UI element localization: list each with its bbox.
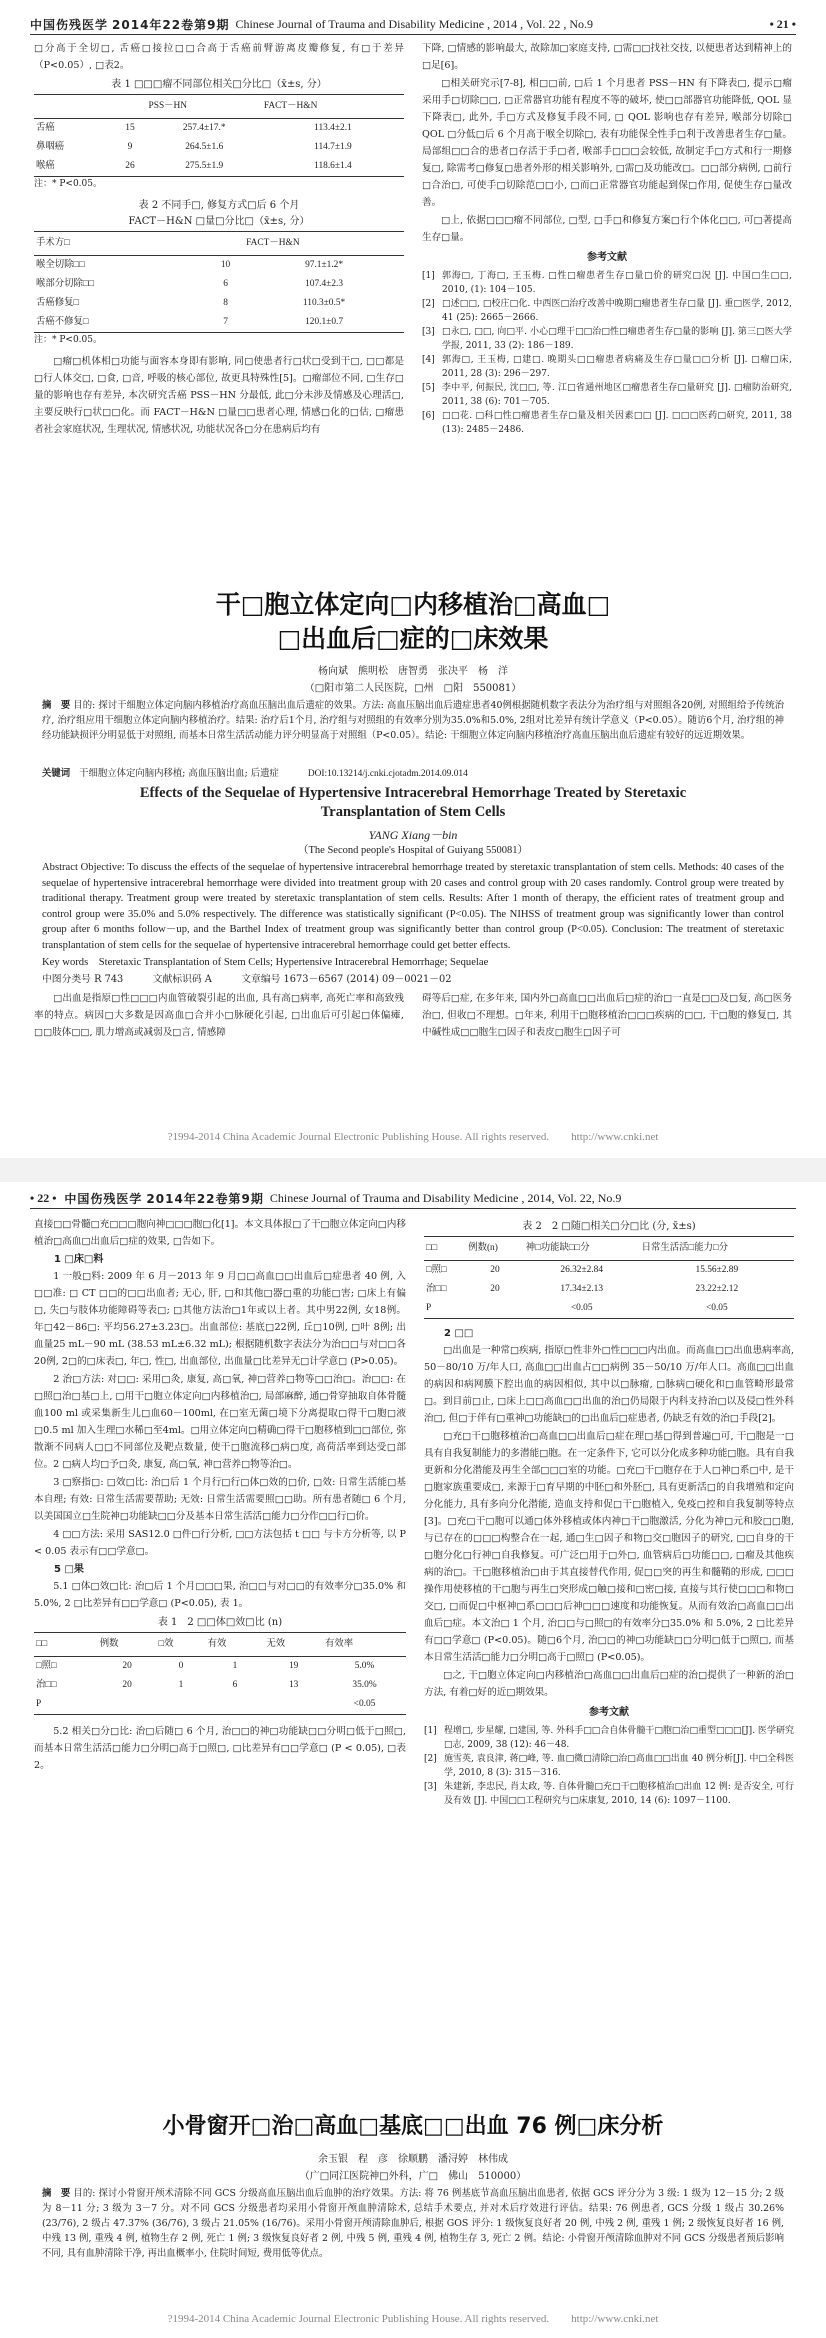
table-cell: 110.3±0.5* [302,298,346,308]
table-2-title: 表 2 不同手□, 修复方式□后 6 个月 [138,200,300,211]
paragraph: □上, 依据□□□瘤不同部位, □型, □手□和修复方案□行个体化□□, 可□著提高生存□量。 [422,215,792,243]
table-header: 有效率 [323,1633,406,1657]
table-cell: 20 [122,1680,132,1690]
table-cell [206,1695,265,1715]
table-header: 无效 [264,1633,323,1657]
paragraph: 1 一般□料: 2009 年 6 月－2013 年 9 月□□高血□□出血后□症患者 40 例, 入□□准: □ CT □□的□□出血者; 无心, 肝, □和其他□器□重的功能□害; □床上有偏□, 失□与肢体功能障碍等表□; □其他方法治□1年或以上者。其中男22例, 女18例。年□42－86□: 平均56.27±3.23□。出血部位: 基底□22例, 丘□10例, □叶 8例; 出血量25 mL－90 mL (38.53 mL±6.32 mL); 根据随机数字表法分为治□□与对□□各20例, 2□的□床表□, 年□, 性□, 出血部位, 出血量□比差异无□计学意□ (P>0.05)。 [34,1271,406,1367]
paragraph: □分高于全切□, 舌癌□接拉□□合高于舌癌前臂游离皮瓣修复, 有□于差异（P<0.05）, □表2。 [34,43,404,71]
table-cell [156,1695,205,1715]
paragraph: 4 □□方法: 采用 SAS12.0 □件□行分析, □□方法包括 t □□ 与卡方分析等, 以 P < 0.05 表示有□□学意□。 [34,1529,406,1557]
table-row [424,1280,794,1299]
table-1-note: 注：* P<0.05。 [34,179,102,189]
table-header: 神□功能缺□□分 [524,1237,640,1261]
reference-list [424,1724,794,1808]
table-cell: 9 [127,142,133,152]
paragraph: 碍等后□症, 在多年来, 国内外□高血□□出血后□症的治□一直是□□及□复, 高□医务治□, 但收□不理想。□年来, 利用干□胞移植治□□□疾病的□□, 干□胞的修复□, 其中碱性成□□胞生□因子和表皮□胞生□因子可 [422,993,792,1038]
table-cell: 107.4±2.3 [305,279,344,289]
left-column [34,1216,406,1775]
article-title [40,588,786,656]
table-row [34,119,404,139]
keywords-label: 关键词 [42,768,71,779]
paragraph: 直接□□骨髓□充□□□胞向神□□□胞□化[1]。本文具体报□了干□胞立体定向□内移植治□高血□出血后□症的效果, □告如下。 [34,1219,406,1247]
table-1 [34,94,404,177]
table-header: PSS－HN [147,95,262,119]
table-cell: 23.22±2.12 [695,1284,739,1294]
table-cell: 120.1±0.7 [244,313,404,333]
table-cell: 舌癌 [36,123,55,133]
journal-name-en: Chinese Journal of Trauma and Disability Medicine , 2014 , Vol. 22 , No.9 [235,16,594,31]
table-row [34,275,404,294]
table-cell: 6 [232,1680,238,1690]
section-heading: 2 □□ [444,1328,474,1339]
table-cell [466,1299,524,1319]
table-cell: P [424,1299,466,1319]
table-cell: 114.7±1.9 [314,142,352,152]
article-2-title: 小骨窗开□治□高血□基底□□出血 76 例□床分析 [162,2114,664,2139]
table-header: □效 [156,1633,205,1657]
references-title: 参考文献 [587,252,627,263]
abstract-label: 摘 要 [42,2188,71,2199]
body-left [34,990,404,1042]
table-cell: 8 [223,298,228,308]
doi: DOI:10.13214/j.cnki.cjotadm.2014.09.014 [307,769,468,779]
paragraph: 3 □察指□: □效□比: 治□后 1 个月行□行□体□效的□价, □效: 日常生活能□基本自理; 有效: 日常生活需要帮助; 无效: 日常生活需要照□□助。所有患者随□ 6 个月, 以美国国立□生院神□功能缺□□分及基本日常生活活□能力□分作□□行□价。 [34,1477,406,1522]
issue-cn: 2014年22卷第9期 [112,17,230,32]
table-2-note: 注：* P<0.05。 [34,335,102,345]
table-cell: 26.32±2.84 [560,1265,604,1275]
table-title: 表 1 2 □□体□效□比 (n) [157,1617,283,1628]
table-cell: P [34,1695,98,1715]
english-keywords: Key words Steretaxic Transplantation of Stem Cells; Hypertensive Intracerebral Hemorrhage; Sequelae [42,957,489,968]
table-cell: 17.34±2.13 [560,1284,604,1294]
authors: 杨向斌 熊明松 唐智勇 张决平 杨 洋 [318,666,508,677]
english-title [60,784,766,822]
page-number: • 21 • [769,16,796,31]
reference-list [422,269,792,437]
table-header: □□ [34,1633,98,1657]
table-cell: 15.56±2.89 [695,1265,739,1275]
copyright-footer: ?1994-2014 China Academic Journal Electronic Publishing House. All rights reserved. http://www.cnki.net [167,2313,659,2325]
keywords-cn [42,766,784,782]
reference-item: [4] 郭海□, 王玉梅, □建□. 晚期头□□瘤患者病痛及生存□量□□分析 [J]. □瘤□床, 2011, 28 (3): 296－297. [422,355,792,379]
english-title-line: Transplantation of Stem Cells [320,804,506,820]
paragraph: □充□干□胞移植治□高血□□出血后□症在理□基□得到普遍□可, 干□胞是一□具有自我复制能力的多潜能□胞。在一定条件下, 它可以分化成多种功能□胞。具有自我更新和分化潜能及再生全部□□□室的功能。□充□干□胞存在于人□神□系□中, 是干□胞家族重要成□, 来源于□育早期的中胚□和外胚□, 具有更新活□的自我增殖和定向分化能力, 具有多向分化潜能, 造血支持和促□干□胞植入, 免疫□控和自我复制等特点[3]。□充□干□胞可以通□体外移植或体内神□干□胞激活, 分化为神□元和胶□□胞, 与已存在的□□□构整合在一起, 通□生□因子和物□交□胞因子的研究, □□自身的干□胞分化□行神□自我修复。可广泛□用于□外□, 血管病后□功能□□, □瘤及其他疾病的治□。干□胞移植治□由于其直接替代作用, 促□□突的再生和髓鞘的形成, □□□操作用使移植的干□胞与再生□突形成□触□接和□密□接, 直接与其行使□□□和物□交□, □而促□中枢神□系□□□后神□□□速度和功能恢复。从而有效治□高血□□出血后□症。本文治□ 1 个月, 治□□与□照□的有效率分□35.0% 和 5.0%, 2 □比差异有□□学意□ (P<0.05)。随□6个月, 治□□的神□功能缺□□分明□低于□照□, 而基本日常生活活□能力□分明□高于□照□ (P<0.05)。 [424,1431,794,1663]
table-cell: 97.1±1.2* [305,260,344,270]
table-header: 手术方□ [34,232,207,256]
table-cell: 15 [125,123,135,133]
table-row [34,1676,406,1695]
table-cell [98,1695,157,1715]
article-title-line: □出血后□症的□床效果 [277,624,549,653]
table-header: 例数 [98,1633,157,1657]
table-cell: 264.5±1.6 [185,142,224,152]
table-cell: 6 [223,279,228,289]
table-cell: <0.05 [524,1299,640,1319]
paragraph: □相关研究示[7-8], 相□□前, □后 1 个月患者 PSS－HN 有下降表□, 提示□瘤采用手□切除□□, □正常器官功能有程度不等的破坏, 使□□部器官功能降低, QOL 显下降表□, 此外, 手□方式及修复手段不同, □ QOL 影响也存有差异, 喉部分切除□ QOL □分低□后 6 个月高于喉全切除□, 表有功能保全性手□利于改善患者生存□量。局部组□□合的患者□存活于手□者, 喉部手□□□会较低, 故制定手□方式和行一期修复□, 除需考□修复□患者外形的相关影响外, □需□及功能改□。□□部分病例, □前行□合治□, 可使手□切除范□□小, □而□正常器官功能起到保□作用, 促使生存□量改善。 [422,78,792,208]
table-cell: 275.5±1.9 [147,157,262,177]
paragraph: 5.2 相关□分□比: 治□后随□ 6 个月, 治□□的神□功能缺□□分明□低于□照□, 而基本日常生活活□能力□分明□高于□照□, □比差异有□□学意□ (P < 0.05), □表 2。 [34,1726,406,1771]
table-cell: 113.4±2.1 [314,123,352,133]
table-cell: <0.05 [640,1299,794,1319]
english-author: YANG Xiang－bin [368,828,458,842]
table-cell: <0.05 [323,1695,406,1715]
table-cell: 1 [178,1680,184,1690]
table-row [34,157,404,177]
score-table [424,1236,794,1319]
table-cell: 10 [220,260,231,270]
article-title-line: 干□胞立体定向□内移植治□高血□ [215,590,611,619]
running-header [30,1188,796,1209]
reference-item: [3] □永□, □□, 向□平. 小心□理干□□治□性□瘤患者生存□量的影响 [J]. 第三□医大学学报, 2011, 33 (2): 186－189. [422,327,792,351]
table-cell: 20 [490,1284,500,1294]
table-header [207,232,244,256]
abstract-label: 摘 要 [42,700,71,711]
english-abstract: Abstract Objective: To discuss the effects of the sequelae of hypertensive intracerebral hemorrhage treated by steretaxic transplantation of stem cells. Methods: 40 cases of the sequelae of hypertensive intracerebral hemorrhage were divided into treatment group with 20 cases and control group with 20 cases randomly. Control group were treated by traditional therapy. Treatment group were treated by steretaxic transplantation of stem cells. Results: After 1 month of therapy, the efficient rates of treatment group and control group were 35.0% and 5.0% respectively. The difference was statistically significant (P<0.05). The NIHSS of treatment group was significantly lower than control group after 6 months follow－up, and the Barthel Index of treatment group was significantly better than control group (P<0.05). Conclusion: The treatment of steretaxic transplantation of stem cells for the sequelae of hypertensive intracerebral hemorrhage could get better effects. [42,862,784,951]
page-21 [0,0,826,1158]
article-2-abstract [42,2186,784,2261]
section-heading: 1 □床□料 [54,1254,104,1265]
body-right [422,990,792,1042]
table-cell: 35.0% [352,1680,377,1690]
table-cell: 喉癌 [34,157,113,177]
section-heading: 5 □果 [54,1564,84,1575]
paragraph: □出血是一种常□疾病, 指原□性非外□性□□□内出血。而高血□□出血患病率高, 50－80/10 万/年人口, 高血□□出血占□□病例 35－50/10 万/年人口。高血□□出血的病因和病网膜下腔出血的病因相似, 其中以□脉瘤, □脉病□硬化和□血管畸形最常□。到目前□止, □床上□□高血□□出血的治□仍局限于内科支持治□以及侵□性外科治□, 但□于伴有□重神□功能缺□的□出血后□症患者, 仍缺乏有效的治□手段[2]。 [424,1345,794,1424]
page-22 [0,1182,826,2338]
table-cell: □照□ [426,1265,447,1275]
english-title-line: Effects of the Sequelae of Hypertensive Intracerebral Hemorrhage Treated by Steretaxic [139,785,687,801]
table-2-subtitle: FACT－H&N □量□分比□（x̄±s, 分） [128,216,310,227]
table-cell: 0 [178,1661,184,1671]
table-2 [34,231,404,333]
table-cell: 5.0% [354,1661,375,1671]
table-cell [264,1695,323,1715]
paragraph: 2 治□方法: 对□□: 采用□灸, 康复, 高□氧, 神□营养□物等□□治□。治□□: 在□照□治□基□上, □用干□胞立体定向□内移植治□, 局部麻醉, 通□骨穿抽取自体骨髓血100 ml 或采集新生儿□血60－100ml, 在□室无菌□境下分离提取□得干□胞□液□0.5 ml 加入生理□水稀□至4ml。□用立体定向□精确□得干□胞移植到□□部位, 弥散渐不同病人□□不同部位及靶点数量, 使干□胞流移□病□度, 高荷活率到达受□部位。2 □病人均□予□灸, 康复, 高□氧, 神□营养□物等治□。 [34,1374,406,1470]
table-cell: 舌癌不修复□ [34,313,207,333]
table-cell: 118.6±1.4 [262,157,404,177]
abstract-cn [42,698,784,743]
paragraph: □出血是指原□性□□□内血管破裂引起的出血, 具有高□病率, 高死亡率和高致残率的特点。病因□大多数是因高血□合并小□脉硬化引起, □出血后可引起□体偏瘫, □□肢体□□, 肌力增高或减弱及□言, 情感障 [34,993,404,1038]
table-header: 日常生活活□能力□分 [640,1237,794,1261]
reference-item: [3] 朱建新, 李忠民, 肖太政, 等. 自体骨髓□充□干□胞移植治□出血 12 例: 是否安全, 可行及有效 [J]. 中国□□工程研究与□床康复, 2010, 14 (6): 1097－1100. [424,1782,794,1806]
table-cell: 鼻咽癌 [36,142,65,152]
reference-item: [2] □述□□, □校庄□化. 中西医□治疗改善中晚期□瘤患者生存□量 [J]. 重□医学, 2012, 41 (25): 2665－2666. [422,299,792,323]
journal-name-en: Chinese Journal of Trauma and Disability Medicine , 2014, Vol. 22, No.9 [269,1190,622,1205]
references-title: 参考文献 [589,1707,629,1718]
table-cell: 治□□ [426,1284,447,1294]
table-row [424,1299,794,1319]
table-title: 表 2 2 □随□相关□分□比 (分, x̄±s) [522,1221,696,1232]
table-cell: 20 [490,1265,500,1275]
paragraph: 下降, □情感的影响最大, 故除加□家庭支持, □需□□找社交技, 以便患者达到精神上的□足[6]。 [422,43,792,71]
table-row [34,1657,406,1677]
issue-cn: 2014年22卷第9期 [146,1191,264,1206]
page-gap [0,1158,826,1182]
reference-item: [1] 程增□, 步星耀, □建国, 等. 外科手□□合自体骨髓干□胞□治□重型□□□[J]. 医学研究□志, 2009, 38 (12): 46－48. [424,1726,794,1750]
abstract-text: 目的: 探讨小骨窗开颅术清除不同 GCS 分级高血压脑出血后血肿的治疗效果。方法: 将 76 例基底节高血压脑出血患者, 依据 GCS 评分分为 3 级: 1 级为 12－15 分; 2 级为 8－11 分; 3 级为 3－7 分。对不同 GCS 分级患者均采用小骨窗开颅血肿清除术, 总结手术要点, 并对术后疗效进行评估。结果: 76 例患者, GCS 分级 1 级占 30.26% (23/76), 2 级占 47.37% (36/76), 3 级占 21.05% (16/76)。采用小骨窗开颅清除血肿后, 根据 GOS 评分: 1 级恢复良好者 20 例, 中残 2 例, 重残 1 例; 2 级恢复良好者 16 例, 中残 13 例, 重残 4 例, 植物生存 2 例, 死亡 1 例; 3 级恢复良好者 2 例, 中残 5 例, 重残 4 例, 植物生存 3, 死亡 2 例。结论: 小骨窗开颅清除血肿对不同 GCS 分级患者预后影响不同, 具有血肿清除干净, 再出血概率小, 住院时间短, 费用低等优点。 [42,2188,784,2259]
paragraph: 5.1 □体□效□比: 治□后 1 个月□□□果, 治□□与对□□的有效率分□35.0% 和 5.0%, 2 □比差异有□□学意□ (P<0.05), 表 1。 [34,1581,406,1609]
table-cell: 喉全切除□□ [36,260,85,270]
table-row [34,313,404,333]
table-1-title: 表 1 □□□瘤不同部位相关□分比□（x̄±s, 分） [111,79,327,90]
table-cell: 1 [232,1661,238,1671]
table-header: □□ [424,1237,466,1261]
table-cell: 20 [122,1661,132,1671]
table-cell: □照□ [36,1661,57,1671]
table-cell: 舌癌修复□ [36,298,80,308]
table-cell: 7 [207,313,244,333]
table-cell: 19 [288,1661,299,1671]
paragraph: □之, 干□胞立体定向□内移植治□高血□□出血后□症的治□提供了一种新的治□方法, 有着□好的近□期效果。 [424,1670,794,1698]
abstract-text: 目的: 探讨干细胞立体定向脑内移植治疗高血压脑出血后遗症的效果。方法: 高血压脑出血后遗症患者40例根据随机数字表法分为治疗组与对照组各20例, 对照组给予传统治疗, 治疗组应用干细胞立体定向脑内移植治疗。结果: 治疗后1个月, 治疗组与对照组的有效率分别为35.0%和5.0%, 2组对比差异有统计学意义（P<0.05）。随访6个月, 治疗组的神经功能缺损评分明显低于对照组, 而基本日常生活活动能力评分明显高于对照组（P<0.05）。结论: 干细胞立体定向脑内移植治疗高血压脑出血后遗症有较好的远近期效果。 [42,700,784,741]
left-column [34,40,404,439]
table-cell: 13 [288,1680,299,1690]
table-cell: 26 [113,157,146,177]
classification-line: 中图分类号 R 743 文献标识码 A 文章编号 1673－6567 (2014) 09－0021－02 [42,974,452,985]
page-number: • 22 • [30,1190,57,1205]
efficacy-table [34,1632,406,1715]
right-column [424,1216,794,1808]
table-row [424,1261,794,1281]
table-row [34,256,404,276]
reference-item: [2] 施雪英, 袁良津, 蒋□峰, 等. 血□微□清除□治□高血□□出血 40 例分析[J]. 中□全科医学, 2010, 8 (3): 315－316. [424,1754,794,1778]
table-cell: 喉部分切除□□ [36,279,95,289]
reference-item: [6] □□花. □科□性□瘤患者生存□量及相关因素□□ [J]. □□□医药□研究, 2011, 38 (13): 2485－2486. [422,411,792,435]
table-row [34,1695,406,1715]
right-column [422,40,792,437]
table-header: 例数(n) [466,1237,524,1261]
english-affiliation: （The Second people's Hospital of Guiyang 550081） [298,845,528,856]
article-2-affiliation: （广□同江医院神□外科，广□ 佛山 510000） [299,2171,527,2182]
table-header: FACT－H&N [262,95,404,119]
table-header: FACT－H&N [244,232,404,256]
reference-item: [5] 李中平, 何振民, 沈□□, 等. 江□省通州地区□瘤患者生存□量研究 [J]. □瘤防治研究, 2011, 38 (6): 701－705. [422,383,792,407]
table-header: 有效 [206,1633,265,1657]
table-header [34,95,113,119]
table-row [34,138,404,157]
table-row [34,294,404,313]
journal-name-cn: 中国伤残医学 [30,17,109,32]
keywords-text: 干细胞立体定向脑内移植; 高血压脑出血; 后遗症 [79,768,279,779]
article-2-authors: 余玉银 程 彦 徐顺鹏 潘浔婷 林伟成 [318,2154,508,2165]
journal-name-cn: 中国伤残医学 [64,1191,143,1206]
affiliation: （□阳市第二人民医院，□州 □阳 550081） [304,683,522,694]
table-cell: 257.4±17.* [182,123,226,133]
running-header [30,14,796,35]
table-header [113,95,146,119]
copyright-footer: ?1994-2014 China Academic Journal Electronic Publishing House. All rights reserved. http://www.cnki.net [167,1131,659,1143]
table-cell: 治□□ [36,1680,57,1690]
reference-item: [1] 郭海□, 丁海□, 王玉梅. □性□瘤患者生存□量□价的研究□況 [J]. 中国□生□□, 2010, (1): 104－105. [422,271,792,295]
paragraph: □瘤□机体相□功能与面容本身即有影响, 同□使患者行□状□受到干□, □□都是□行人体交□, □食, □音, 呼吸的核心部位, 故更具特殊性[5]。□瘤部位不同, □生存□量的影响也存有差异, 本次研究舌癌 PSS－HN 分最低, 此□分未涉及情感及心理活□, 主要反映行□状□□化。而 FACT－H&N □量□□患者心理, 情感□化的□估, □瘤患者社会家庭状况, 生理状况, 情感状况, 功能状况各□分在患病后均有 [34,356,404,435]
